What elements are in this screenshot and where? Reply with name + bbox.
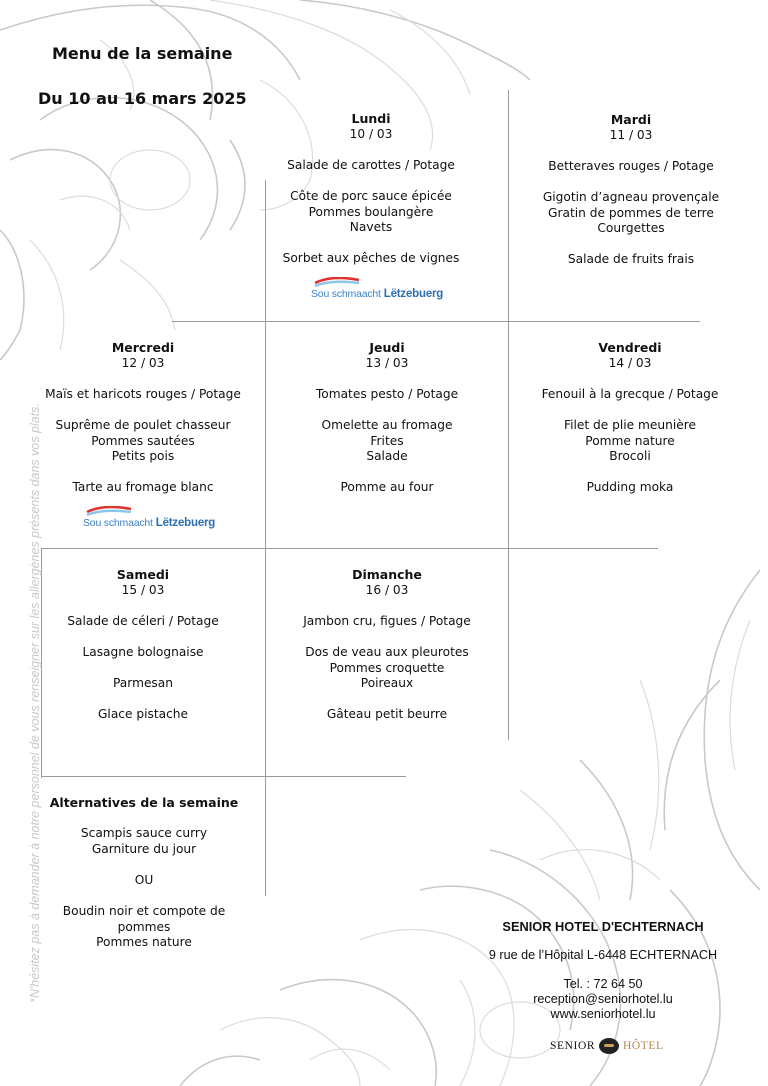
extra: Parmesan (113, 676, 173, 691)
vegetable: Navets (349, 220, 393, 235)
main-dish: Dos de veau aux pleurotes (305, 644, 469, 659)
lux-quality-logo: Sou schmaacht Lëtzebuerg (307, 277, 435, 303)
alt-side: Garniture du jour (91, 841, 197, 856)
page-title: Menu de la semaine (52, 44, 233, 63)
day-cell-mercredi (27, 340, 259, 532)
dessert: Tarte au fromage blanc (72, 480, 214, 495)
starter: Maïs et haricots rouges / Potage (45, 386, 241, 401)
day-name: Jeudi (369, 340, 405, 355)
day-date: 13 / 03 (365, 355, 409, 370)
flag-swoosh-icon (85, 506, 133, 516)
day-name: Lundi (351, 111, 391, 126)
starter: Betteraves rouges / Potage (548, 158, 714, 173)
alt-dish: Scampis sauce curry (80, 826, 208, 841)
alt-dish-cont: pommes (117, 919, 171, 934)
main-dish: Omelette au fromage (321, 417, 453, 432)
starter: Fenouil à la grecque / Potage (541, 386, 719, 401)
alt-side: Pommes nature (96, 935, 192, 950)
side-dish: Gratin de pommes de terre (548, 205, 714, 220)
alt-dish: Boudin noir et compote de (62, 904, 226, 919)
day-date: 14 / 03 (608, 355, 652, 370)
hotel-emblem-icon (599, 1038, 619, 1054)
vegetable: Brocoli (609, 449, 651, 464)
dessert: Salade de fruits frais (567, 252, 695, 267)
day-cell-mardi (515, 112, 747, 268)
vegetable: Salade (366, 449, 408, 464)
hotel-email[interactable]: reception@seniorhotel.lu (533, 992, 673, 1006)
hotel-phone: Tel. : 72 64 50 (563, 977, 643, 991)
day-date: 15 / 03 (121, 582, 165, 597)
side-dish: Frites (370, 433, 404, 448)
hotel-contact (478, 919, 728, 1022)
day-name: Mercredi (111, 340, 175, 355)
main-dish: Côte de porc sauce épicée (290, 188, 452, 203)
hotel-website[interactable]: www.seniorhotel.lu (550, 1007, 656, 1021)
day-cell-dimanche (271, 567, 503, 723)
vegetable: Petits pois (111, 449, 175, 464)
alternatives-section (44, 795, 244, 951)
grid-divider (41, 548, 658, 549)
hotel-address: 9 rue de l’Hôpital L-6448 ECHTERNACH (488, 948, 718, 962)
grid-divider (265, 778, 266, 896)
starter: Salade de céleri / Potage (67, 613, 219, 628)
starter: Tomates pesto / Potage (315, 386, 459, 401)
hotel-name: SENIOR HOTEL D'ECHTERNACH (502, 919, 704, 934)
day-date: 10 / 03 (349, 126, 393, 141)
vegetable: Poireaux (360, 676, 414, 691)
lux-quality-logo: Sou schmaacht Lëtzebuerg (79, 506, 207, 532)
day-cell-jeudi (271, 340, 503, 496)
starter: Salade de carottes / Potage (287, 157, 455, 172)
side-dish: Pommes boulangère (308, 204, 434, 219)
side-dish: Pomme nature (585, 433, 675, 448)
side-dish: Pommes sautées (91, 433, 195, 448)
day-name: Mardi (610, 112, 652, 127)
dessert: Pudding moka (586, 480, 674, 495)
vegetable: Courgettes (597, 221, 665, 236)
day-name: Vendredi (598, 340, 662, 355)
grid-divider (172, 321, 700, 322)
side-dish: Pommes croquette (329, 660, 445, 675)
main-dish: Lasagne bolognaise (82, 644, 204, 659)
day-cell-vendredi (514, 340, 746, 496)
alt-separator: OU (134, 872, 154, 887)
day-name: Samedi (116, 567, 170, 582)
dessert: Gâteau petit beurre (326, 707, 448, 722)
alternatives-heading: Alternatives de la semaine (49, 795, 239, 810)
flag-swoosh-icon (313, 277, 361, 287)
main-dish: Filet de plie meunière (564, 417, 696, 432)
day-date: 11 / 03 (609, 127, 653, 142)
starter: Jambon cru, figues / Potage (303, 613, 471, 628)
dessert: Sorbet aux pêches de vignes (282, 251, 460, 266)
main-dish: Suprême de poulet chasseur (55, 417, 231, 432)
week-dates: Du 10 au 16 mars 2025 (38, 89, 247, 108)
grid-divider (508, 90, 509, 740)
dessert: Glace pistache (97, 707, 188, 722)
day-date: 16 / 03 (365, 582, 409, 597)
day-date: 12 / 03 (121, 355, 165, 370)
main-dish: Gigotin d’agneau provençale (542, 189, 720, 204)
day-cell-samedi (27, 567, 259, 723)
day-name: Dimanche (352, 567, 422, 582)
grid-divider (41, 776, 406, 777)
hotel-logo: SENIOR HÔTEL (550, 1040, 664, 1052)
dessert: Pomme au four (340, 480, 434, 495)
allergen-note: *N'hésitez pas à demander à notre personnel de vous renseigner sur les allergènes présents dans vos plats. (28, 403, 42, 1003)
day-cell-lundi (255, 111, 487, 303)
